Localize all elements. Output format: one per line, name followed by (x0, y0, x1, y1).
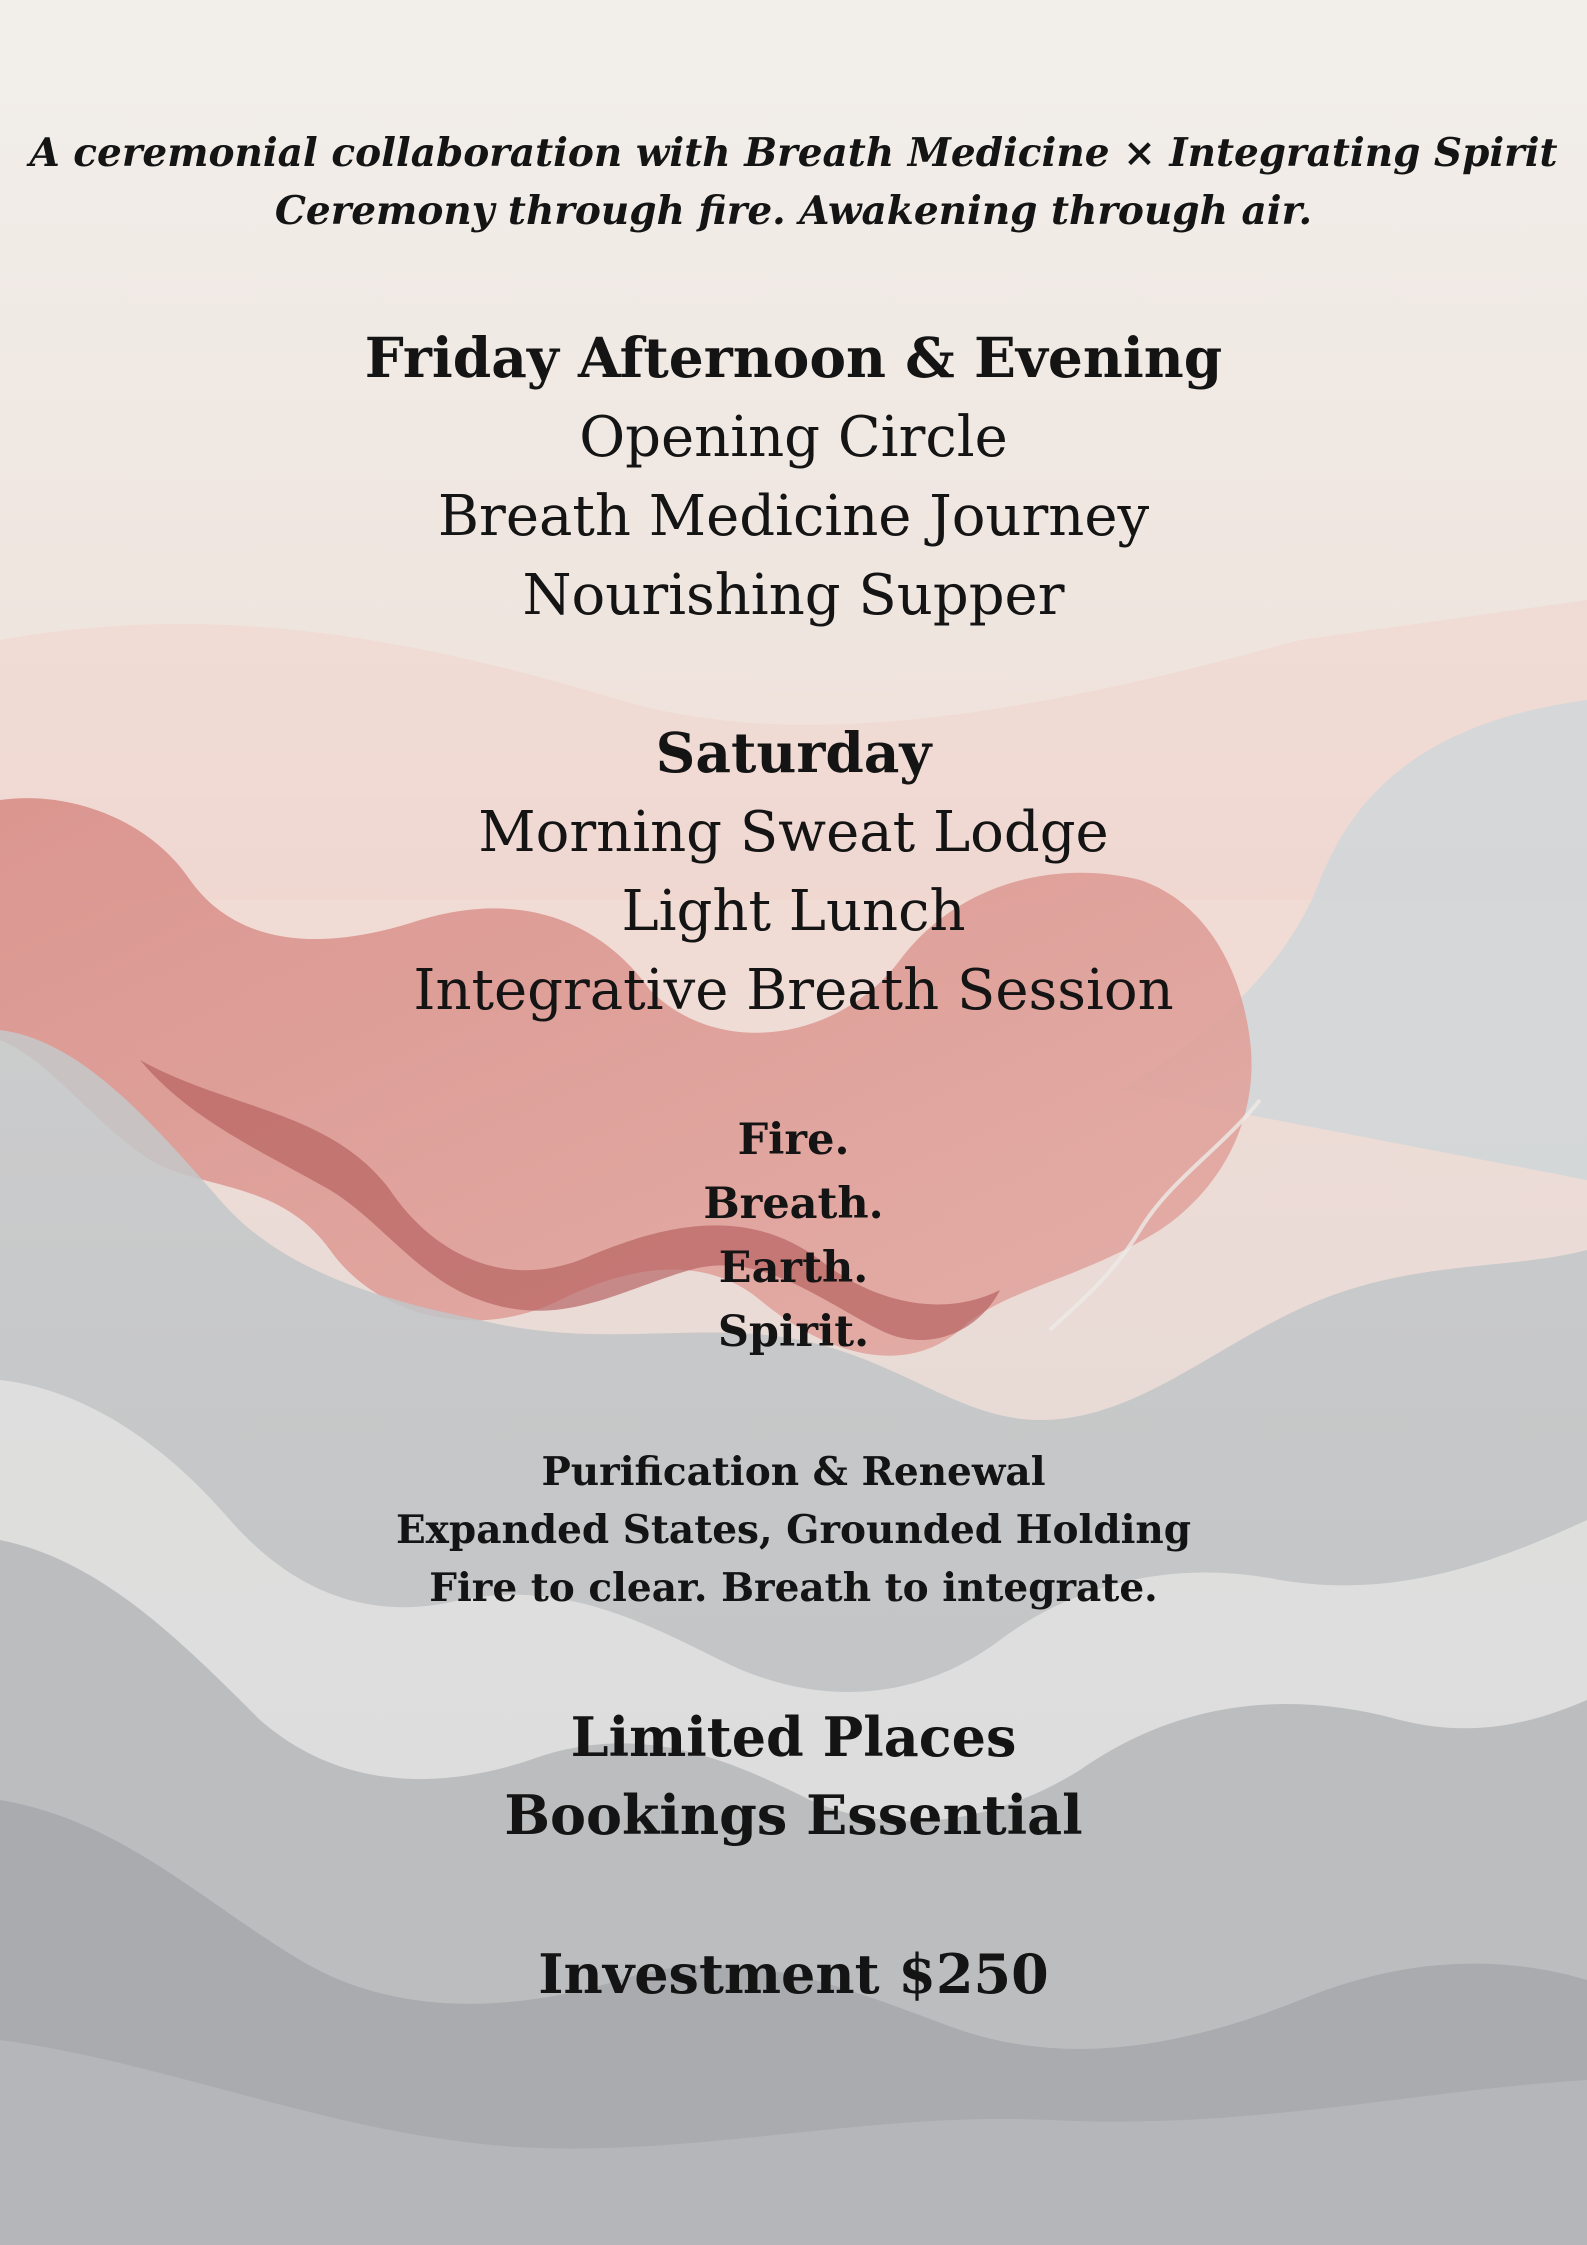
price-block (0, 1935, 1587, 2013)
element-earth: Earth. (718, 1243, 869, 1293)
friday-item: Nourishing Supper (522, 563, 1065, 628)
bookings-essential: Bookings Essential (504, 1783, 1083, 1847)
theme-line: Fire to clear. Breath to integrate. (429, 1565, 1158, 1611)
friday-heading: Friday Afternoon & Evening (364, 325, 1223, 390)
friday-schedule (0, 318, 1587, 635)
collaboration-line: A ceremonial collaboration with Breath Medicine × Integrating Spirit (29, 130, 1558, 176)
themes-block (0, 1443, 1587, 1617)
element-spirit: Spirit. (717, 1307, 870, 1357)
tagline: Ceremony through fire. Awakening through air. (274, 188, 1313, 234)
booking-notice (0, 1698, 1587, 1854)
saturday-heading: Saturday (655, 720, 932, 785)
element-fire: Fire. (737, 1115, 850, 1165)
saturday-schedule (0, 713, 1587, 1030)
saturday-item: Integrative Breath Session (413, 958, 1174, 1023)
element-breath: Breath. (703, 1179, 884, 1229)
theme-line: Expanded States, Grounded Holding (395, 1507, 1192, 1553)
investment-price: Investment $250 (538, 1942, 1049, 2006)
intro-block (0, 124, 1587, 240)
friday-item: Breath Medicine Journey (437, 484, 1150, 549)
theme-line: Purification & Renewal (541, 1449, 1046, 1495)
elements-list (0, 1108, 1587, 1364)
friday-item: Opening Circle (579, 405, 1008, 470)
limited-places: Limited Places (570, 1705, 1017, 1769)
saturday-item: Morning Sweat Lodge (478, 800, 1109, 865)
saturday-item: Light Lunch (621, 879, 966, 944)
